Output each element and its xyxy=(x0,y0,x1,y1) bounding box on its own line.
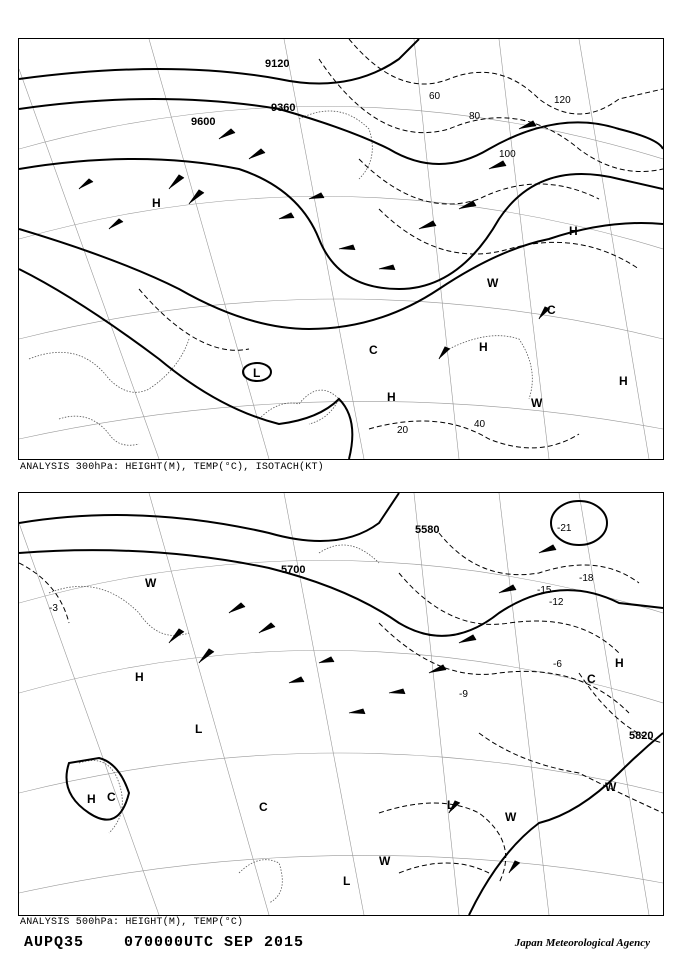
center-warm-3: W xyxy=(379,854,391,868)
center-cold-3: C xyxy=(107,790,116,804)
caption-500hpa: ANALYSIS 500hPa: HEIGHT(M), TEMP(°C) xyxy=(20,917,244,928)
isotherm-label-m21: -21 xyxy=(557,523,572,534)
chart-500hpa-map xyxy=(18,492,664,916)
isotherm-label-m3: -3 xyxy=(49,603,58,614)
height-contours-500 xyxy=(19,493,663,915)
center-high-2: H xyxy=(569,224,578,238)
center-high-5: H xyxy=(387,390,396,404)
chart-datetime: 070000UTC SEP 2015 xyxy=(124,934,305,951)
center-low-2: L xyxy=(447,798,455,812)
center-cold-2: C xyxy=(587,672,596,686)
center-low-1: L xyxy=(253,366,261,380)
chart-300hpa-svg xyxy=(19,39,663,459)
contour-labels-500 xyxy=(281,524,653,742)
center-high-1: H xyxy=(135,670,144,684)
chart-id-and-time xyxy=(24,934,304,951)
chart-300hpa-map xyxy=(18,38,664,460)
caption-300hpa: ANALYSIS 300hPa: HEIGHT(M), TEMP(°C), ISOTACH(KT) xyxy=(20,462,324,473)
agency-name: Japan Meteorological Agency xyxy=(514,937,650,949)
center-high-3: H xyxy=(479,340,488,354)
graticule-500 xyxy=(19,493,663,915)
isotach-label-100: 100 xyxy=(499,149,516,160)
isotach-label-20: 20 xyxy=(397,425,409,436)
pressure-centers-300 xyxy=(152,196,628,410)
center-warm-2: W xyxy=(505,810,517,824)
center-warm-2: W xyxy=(531,396,543,410)
center-warm-4: W xyxy=(605,780,617,794)
contour-label-5580: 5580 xyxy=(415,524,440,536)
contour-label-9360: 9360 xyxy=(271,102,296,114)
center-cold-1: C xyxy=(259,800,268,814)
center-high-1: H xyxy=(152,196,161,210)
pressure-centers-500 xyxy=(87,576,624,888)
isotach-label-60: 60 xyxy=(429,91,441,102)
isotherm-label-m6: -6 xyxy=(553,659,562,670)
isotach-label-120: 120 xyxy=(554,95,571,106)
contour-labels-300 xyxy=(191,58,295,128)
contour-label-9600: 9600 xyxy=(191,116,216,128)
center-low-3: L xyxy=(343,874,351,888)
contour-label-9120: 9120 xyxy=(265,58,290,70)
center-low-1: L xyxy=(195,722,203,736)
center-cold-2: C xyxy=(547,303,556,317)
isotherm-label-m18: -18 xyxy=(579,573,594,584)
isotherms-500 xyxy=(19,533,663,883)
center-high-3: H xyxy=(87,792,96,806)
center-warm-1: W xyxy=(487,276,499,290)
center-high-2: H xyxy=(615,656,624,670)
wind-barbs-300 xyxy=(79,121,550,359)
isotherm-label-m9: -9 xyxy=(459,689,468,700)
contour-label-5820: 5820 xyxy=(629,730,654,742)
isotherm-label-m12: -12 xyxy=(549,597,564,608)
contour-label-5700: 5700 xyxy=(281,564,306,576)
chart-500hpa-svg xyxy=(19,493,663,915)
isotherm-label-m15: -15 xyxy=(537,585,552,596)
isotachs-300 xyxy=(139,39,663,448)
wind-barbs-500 xyxy=(169,545,556,873)
isotach-label-40: 40 xyxy=(474,419,486,430)
center-cold-1: C xyxy=(369,343,378,357)
center-high-4: H xyxy=(619,374,628,388)
coastline-500 xyxy=(49,545,379,903)
center-warm-1: W xyxy=(145,576,157,590)
isotach-label-80: 80 xyxy=(469,111,481,122)
chart-id: AUPQ35 xyxy=(24,934,85,951)
isotherm-labels-500 xyxy=(49,523,594,700)
